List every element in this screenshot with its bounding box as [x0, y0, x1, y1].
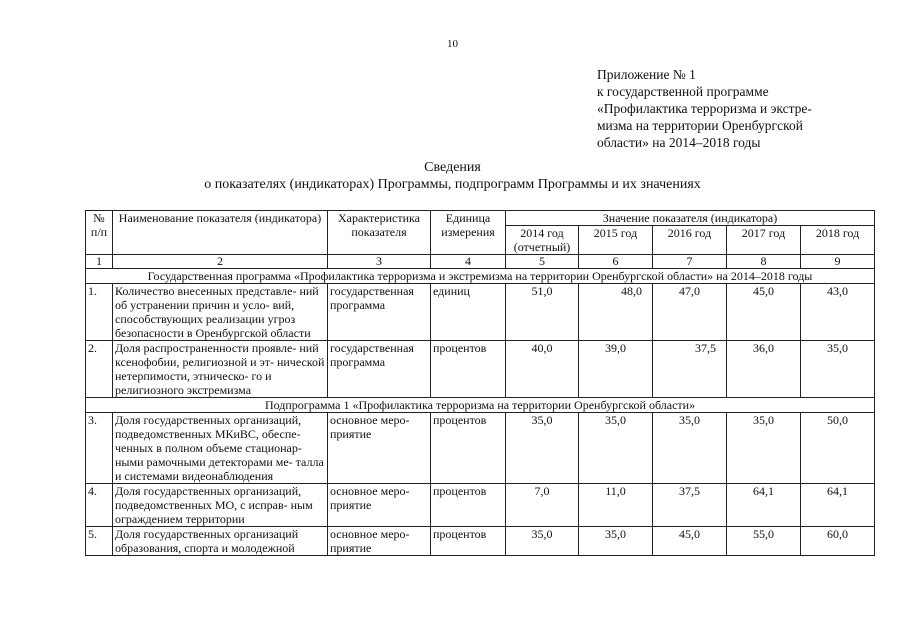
row-unit: единиц [431, 284, 506, 341]
header-year: 2014 год (отчетный) [506, 226, 579, 255]
row-name: Доля государственных организаций, подведомственных МО, с исправ- ным ограждением территории [113, 484, 328, 527]
row-value: 35,0 [579, 413, 653, 484]
row-characteristic: основное меро- приятие [328, 484, 431, 527]
indicators-table [85, 210, 875, 556]
appendix-note [597, 66, 897, 151]
header-unit: Единица измерения [431, 211, 506, 255]
column-number: 3 [328, 255, 431, 269]
row-value: 35,0 [506, 527, 579, 556]
row-number: 5. [86, 527, 113, 556]
row-unit: процентов [431, 413, 506, 484]
row-name: Количество внесенных представле- ний об устранении причин и усло- вий, способствующих реализации угроз безопасности в Оренбургской области [113, 284, 328, 341]
appendix-line: к государственной программе [597, 84, 769, 99]
row-number: 3. [86, 413, 113, 484]
page-number: 10 [447, 38, 458, 50]
column-number: 7 [653, 255, 727, 269]
row-value: 37,5 [653, 341, 727, 398]
row-number: 2. [86, 341, 113, 398]
header-year: 2017 год [727, 226, 801, 255]
row-value: 35,0 [579, 527, 653, 556]
row-name: Доля государственных организаций образования, спорта и молодежной [113, 527, 328, 556]
column-number: 1 [86, 255, 113, 269]
appendix-line: «Профилактика терроризма и экстре- [597, 101, 812, 116]
table-row [86, 284, 875, 341]
row-unit: процентов [431, 341, 506, 398]
row-value: 39,0 [579, 341, 653, 398]
row-number: 1. [86, 284, 113, 341]
header-year: 2015 год [579, 226, 653, 255]
row-value: 37,5 [653, 484, 727, 527]
section-title: Подпрограмма 1 «Профилактика терроризма на территории Оренбургской области» [86, 398, 875, 413]
row-characteristic: государственная программа [328, 341, 431, 398]
row-number: 4. [86, 484, 113, 527]
header-year: 2018 год [801, 226, 875, 255]
row-value: 64,1 [801, 484, 875, 527]
header-characteristic: Характеристика показателя [328, 211, 431, 255]
row-unit: процентов [431, 484, 506, 527]
column-number: 9 [801, 255, 875, 269]
row-characteristic: основное меро- приятие [328, 413, 431, 484]
document-title: Сведения [424, 160, 481, 175]
header-num: № п/п [86, 211, 113, 255]
row-value: 35,0 [653, 413, 727, 484]
row-value: 43,0 [801, 284, 875, 341]
row-value: 36,0 [727, 341, 801, 398]
header-year: 2016 год [653, 226, 727, 255]
row-name: Доля распространенности проявле- ний ксенофобии, религиозной и эт- нической нетерпимости, этническо- го и религиозного экстремизма [113, 341, 328, 398]
section-row-state-program [86, 269, 875, 284]
row-value: 60,0 [801, 527, 875, 556]
appendix-line: Приложение № 1 [597, 67, 696, 82]
row-value: 47,0 [653, 284, 727, 341]
document-subtitle: о показателях (индикаторах) Программы, подпрограмм Программы и их значениях [204, 177, 701, 192]
row-name: Доля государственных организаций, подведомственных МКиВС, обеспе- ченных в полном объеме стационар- ными рамочными детекторами ме- талла и системами видеонаблюдения [113, 413, 328, 484]
row-value: 48,0 [579, 284, 653, 341]
column-number: 8 [727, 255, 801, 269]
row-value: 50,0 [801, 413, 875, 484]
row-value: 35,0 [801, 341, 875, 398]
column-number-row [86, 255, 875, 269]
section-row-subprogram-1 [86, 398, 875, 413]
row-value: 35,0 [506, 413, 579, 484]
appendix-line: мизма на территории Оренбургской [597, 118, 803, 133]
row-value: 40,0 [506, 341, 579, 398]
appendix-line: области» на 2014–2018 годы [597, 135, 761, 150]
row-value: 64,1 [727, 484, 801, 527]
table-row [86, 527, 875, 556]
section-title: Государственная программа «Профилактика терроризма и экстремизма на территории Оренбургской области» на 2014–2018 годы [86, 269, 875, 284]
column-number: 2 [113, 255, 328, 269]
column-number: 5 [506, 255, 579, 269]
table-row [86, 484, 875, 527]
row-value: 7,0 [506, 484, 579, 527]
header-name: Наименование показателя (индикатора) [113, 211, 328, 255]
column-number: 4 [431, 255, 506, 269]
row-value: 45,0 [727, 284, 801, 341]
row-characteristic: основное меро- приятие [328, 527, 431, 556]
table-row [86, 413, 875, 484]
row-unit: процентов [431, 527, 506, 556]
row-value: 11,0 [579, 484, 653, 527]
header-value-group: Значение показателя (индикатора) [506, 211, 875, 226]
row-value: 51,0 [506, 284, 579, 341]
row-value: 45,0 [653, 527, 727, 556]
column-number: 6 [579, 255, 653, 269]
row-value: 35,0 [727, 413, 801, 484]
row-value: 55,0 [727, 527, 801, 556]
row-characteristic: государственная программа [328, 284, 431, 341]
table-row [86, 341, 875, 398]
